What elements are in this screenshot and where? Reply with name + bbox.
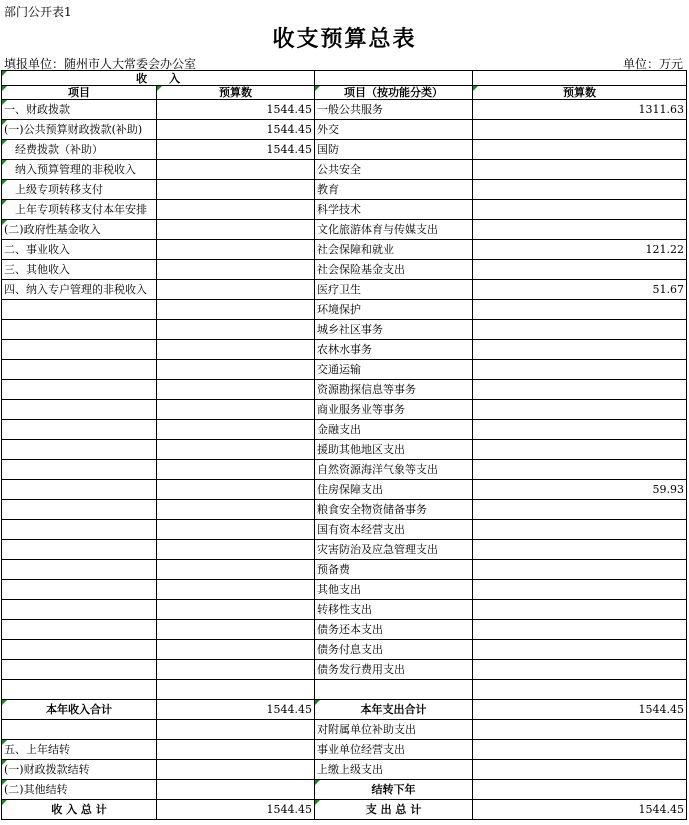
income-value	[157, 260, 315, 280]
table-row	[2, 220, 687, 240]
budget-table	[1, 70, 687, 820]
income-item: (一)财政拨款结转	[2, 760, 157, 780]
income-item	[2, 600, 157, 620]
expense-value	[473, 300, 687, 320]
expense-value	[473, 380, 687, 400]
income-item: (一)公共预算财政拨款(补助)	[2, 120, 157, 140]
table-row	[2, 520, 687, 540]
income-item: 上年专项转移支付本年安排	[2, 200, 157, 220]
income-value	[157, 300, 315, 320]
income-value	[157, 600, 315, 620]
income-item: 二、事业收入	[2, 240, 157, 260]
expense-value	[473, 420, 687, 440]
total-exp-label: 本年支出合计	[315, 700, 473, 720]
expense-item: 资源勘探信息等事务	[315, 380, 473, 400]
table-row	[2, 660, 687, 680]
table-row	[2, 400, 687, 420]
expense-value	[473, 780, 687, 800]
expense-item: 债务付息支出	[315, 640, 473, 660]
expense-item: 预备费	[315, 560, 473, 580]
table-row	[2, 240, 687, 260]
table-row	[2, 600, 687, 620]
expense-item: 交通运输	[315, 360, 473, 380]
income-value	[157, 640, 315, 660]
income-value	[157, 580, 315, 600]
expense-item: 金融支出	[315, 420, 473, 440]
income-value	[157, 740, 315, 760]
income-value	[157, 680, 315, 700]
expense-item: 文化旅游体育与传媒支出	[315, 220, 473, 240]
expense-value	[473, 260, 687, 280]
income-item	[2, 360, 157, 380]
page-title: 收支预算总表	[272, 27, 417, 52]
expense-value	[473, 460, 687, 480]
expense-value	[473, 400, 687, 420]
income-item: 三、其他收入	[2, 260, 157, 280]
expense-item: 其他支出	[315, 580, 473, 600]
income-value: 1544.45	[157, 100, 315, 120]
table-row	[2, 440, 687, 460]
currency-unit: 单位：万元	[622, 57, 683, 71]
expense-item: 自然资源海洋气象等支出	[315, 460, 473, 480]
expense-item: 医疗卫生	[315, 280, 473, 300]
expense-value	[473, 640, 687, 660]
income-value	[157, 500, 315, 520]
income-item	[2, 680, 157, 700]
income-item: 纳入预算管理的非税收入	[2, 160, 157, 180]
table-row	[2, 420, 687, 440]
income-value	[157, 660, 315, 680]
income-value	[157, 400, 315, 420]
table-row	[2, 480, 687, 500]
expense-value	[473, 740, 687, 760]
income-value: 1544.45	[157, 120, 315, 140]
expense-item: 公共安全	[315, 160, 473, 180]
income-value	[157, 540, 315, 560]
expense-item: 社会保险基金支出	[315, 260, 473, 280]
income-item: 经费拨款（补助）	[2, 140, 157, 160]
expense-value	[473, 160, 687, 180]
table-row	[2, 160, 687, 180]
table-row	[2, 580, 687, 600]
expense-value: 1311.63	[473, 100, 687, 120]
expense-value	[473, 520, 687, 540]
expense-value: 121.22	[473, 240, 687, 260]
table-row	[2, 140, 687, 160]
table-row	[2, 100, 687, 120]
expense-item: 商业服务业等事务	[315, 400, 473, 420]
expense-item: 国防	[315, 140, 473, 160]
table-row	[2, 360, 687, 380]
expense-item: 债务发行费用支出	[315, 660, 473, 680]
income-item	[2, 460, 157, 480]
table-row	[2, 260, 687, 280]
table-row	[2, 560, 687, 580]
expense-value	[473, 620, 687, 640]
income-item	[2, 480, 157, 500]
expense-value	[473, 360, 687, 380]
table-row	[2, 280, 687, 300]
expense-item: 上缴上级支出	[315, 760, 473, 780]
expense-value	[473, 500, 687, 520]
expense-value	[473, 140, 687, 160]
income-value	[157, 440, 315, 460]
income-item	[2, 520, 157, 540]
income-item: 上级专项转移支付	[2, 180, 157, 200]
expense-value	[473, 220, 687, 240]
total-income-value: 1544.45	[157, 700, 315, 720]
expense-value	[473, 680, 687, 700]
grand-total-row	[2, 800, 687, 820]
col-exp-budget-header: 预算数	[473, 86, 687, 100]
total-row	[2, 700, 687, 720]
expense-item: 社会保障和就业	[315, 240, 473, 260]
col-exp-item-header: 项目（按功能分类）	[315, 86, 473, 100]
expense-value	[473, 200, 687, 220]
income-item	[2, 500, 157, 520]
income-item	[2, 440, 157, 460]
grand-income-value: 1544.45	[157, 800, 315, 820]
income-item	[2, 620, 157, 640]
income-item	[2, 380, 157, 400]
expense-item: 环境保护	[315, 300, 473, 320]
expense-item: 事业单位经营支出	[315, 740, 473, 760]
income-value	[157, 360, 315, 380]
table-row	[2, 460, 687, 480]
income-value	[157, 420, 315, 440]
income-value	[157, 460, 315, 480]
expense-value	[473, 660, 687, 680]
table-row	[2, 320, 687, 340]
expense-item: 农林水事务	[315, 340, 473, 360]
table-row	[2, 120, 687, 140]
expense-item: 科学技术	[315, 200, 473, 220]
income-value	[157, 220, 315, 240]
table-row	[2, 680, 687, 700]
income-value	[157, 560, 315, 580]
sheet-label: 部门公开表1	[4, 5, 72, 19]
grand-exp-value: 1544.45	[473, 800, 687, 820]
grand-income-label: 收 入 总 计	[2, 800, 157, 820]
expense-value	[473, 320, 687, 340]
header-blank	[315, 71, 473, 86]
income-value	[157, 160, 315, 180]
expense-item: 对附属单位补助支出	[315, 720, 473, 740]
expense-value	[473, 180, 687, 200]
income-item	[2, 300, 157, 320]
income-value	[157, 280, 315, 300]
income-value	[157, 320, 315, 340]
income-item	[2, 660, 157, 680]
expense-item: 城乡社区事务	[315, 320, 473, 340]
income-header: 收 入	[2, 71, 315, 86]
income-item: 四、纳入专户管理的非税收入	[2, 280, 157, 300]
expense-item: 国有资本经营支出	[315, 520, 473, 540]
income-value	[157, 780, 315, 800]
income-value	[157, 620, 315, 640]
income-item	[2, 720, 157, 740]
income-value	[157, 180, 315, 200]
income-item	[2, 400, 157, 420]
expense-value	[473, 340, 687, 360]
expense-value	[473, 600, 687, 620]
table-row	[2, 500, 687, 520]
table-row	[2, 300, 687, 320]
table-row	[2, 620, 687, 640]
expense-item: 援助其他地区支出	[315, 440, 473, 460]
expense-item: 教育	[315, 180, 473, 200]
income-value	[157, 520, 315, 540]
expense-value	[473, 540, 687, 560]
table-row	[2, 740, 687, 760]
income-value	[157, 240, 315, 260]
table-row	[2, 180, 687, 200]
income-item	[2, 640, 157, 660]
col-item-header: 项目	[2, 86, 157, 100]
income-value	[157, 760, 315, 780]
total-exp-value: 1544.45	[473, 700, 687, 720]
table-row	[2, 340, 687, 360]
expense-value	[473, 580, 687, 600]
expense-value	[473, 720, 687, 740]
filler-unit: 填报单位：随州市人大常委会办公室	[4, 57, 197, 71]
expense-value	[473, 440, 687, 460]
table-row	[2, 380, 687, 400]
total-income-label: 本年收入合计	[2, 700, 157, 720]
table-row	[2, 640, 687, 660]
expense-item: 粮食安全物资储备事务	[315, 500, 473, 520]
expense-value: 51.67	[473, 280, 687, 300]
income-value	[157, 480, 315, 500]
income-value	[157, 380, 315, 400]
expense-item: 外交	[315, 120, 473, 140]
table-row	[2, 200, 687, 220]
table-row	[2, 780, 687, 800]
income-item: (二)其他结转	[2, 780, 157, 800]
income-item	[2, 540, 157, 560]
income-item: 一、财政拨款	[2, 100, 157, 120]
table-row	[2, 720, 687, 740]
col-budget-header: 预算数	[157, 86, 315, 100]
expense-item: 灾害防治及应急管理支出	[315, 540, 473, 560]
income-value	[157, 200, 315, 220]
table-row	[2, 760, 687, 780]
grand-exp-label: 支 出 总 计	[315, 800, 473, 820]
income-item: (二)政府性基金收入	[2, 220, 157, 240]
income-item	[2, 560, 157, 580]
income-value: 1544.45	[157, 140, 315, 160]
expense-item	[315, 680, 473, 700]
expense-item: 转移性支出	[315, 600, 473, 620]
expense-value	[473, 560, 687, 580]
expense-value	[473, 760, 687, 780]
income-value	[157, 720, 315, 740]
header-blank	[473, 71, 687, 86]
expense-value: 59.93	[473, 480, 687, 500]
expense-item: 结转下年	[315, 780, 473, 800]
expense-item: 债务还本支出	[315, 620, 473, 640]
income-item	[2, 320, 157, 340]
income-item: 五、上年结转	[2, 740, 157, 760]
table-row	[2, 540, 687, 560]
expense-value	[473, 120, 687, 140]
income-item	[2, 340, 157, 360]
income-value	[157, 340, 315, 360]
income-item	[2, 580, 157, 600]
expense-item: 一般公共服务	[315, 100, 473, 120]
expense-item: 住房保障支出	[315, 480, 473, 500]
income-item	[2, 420, 157, 440]
